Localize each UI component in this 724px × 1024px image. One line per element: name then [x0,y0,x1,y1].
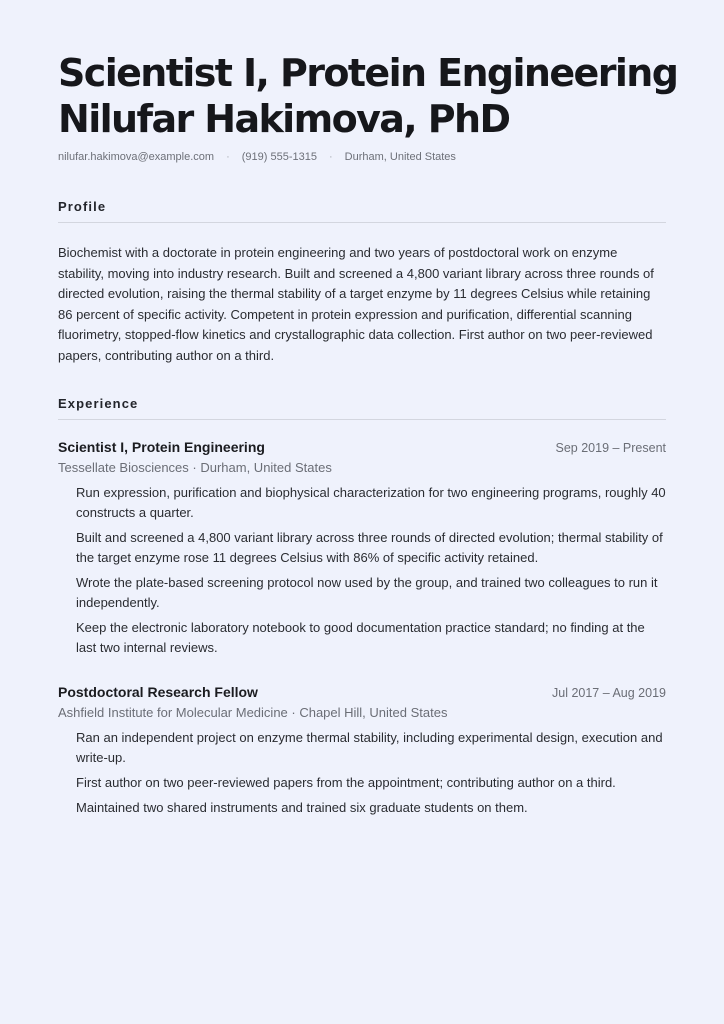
job-entry [58,684,666,818]
job-header [58,684,666,700]
experience-heading: Experience [58,396,666,420]
job-organization: Tessellate Biosciences · Durham, United States [58,460,332,475]
contact-location: Durham, United States [344,151,456,163]
contact-line [58,151,666,163]
resume-headline [58,50,678,142]
job-dates: Sep 2019 – Present [555,441,666,455]
job-bullet: First author on two peer-reviewed papers from the appointment; contributing author on a third. [76,775,616,790]
profile-section [58,199,666,366]
contact-separator: · [328,151,333,163]
profile-heading: Profile [58,199,666,223]
job-bullet: Ran an independent project on enzyme thermal stability, including experimental design, execution and write-up. [76,730,663,765]
contact-email[interactable]: nilufar.hakimova@example.com [58,151,215,163]
job-title-heading: Scientist I, Protein Engineering [58,51,678,95]
job-bullets [58,728,666,818]
job-bullets [58,483,666,658]
contact-phone[interactable]: (919) 555-1315 [241,151,317,163]
job-bullet: Maintained two shared instruments and trained six graduate students on them. [76,800,528,815]
job-bullet: Run expression, purification and biophysical characterization for two engineering programs, roughly 40 constructs a quarter. [76,485,666,520]
job-bullet: Keep the electronic laboratory notebook to good documentation practice standard; no finding at the last two internal reviews. [76,620,645,655]
candidate-name: Nilufar Hakimova, PhD [58,97,510,141]
job-bullet: Built and screened a 4,800 variant library across three rounds of directed evolution; thermal stability of the target enzyme rose 11 degrees Celsius with 86% of specific activity retained. [76,530,663,565]
job-bullet: Wrote the plate-based screening protocol now used by the group, and trained two colleagues to run it independently. [76,575,658,610]
experience-section [58,396,666,818]
job-title: Postdoctoral Research Fellow [58,684,258,700]
job-dates: Jul 2017 – Aug 2019 [552,686,666,700]
job-title: Scientist I, Protein Engineering [58,439,265,455]
contact-separator: · [226,151,230,163]
job-organization: Ashfield Institute for Molecular Medicine · Chapel Hill, United States [58,705,448,720]
profile-summary: Biochemist with a doctorate in protein engineering and two years of postdoctoral work on enzyme stability, moving into industry research. Built and screened a 4,800 variant library across three rounds of directed evolution, raising the thermal stability of a target enzyme by 11 degrees Celsius while retaining 86 percent of specific activity. Competent in protein expression and purification, differential scanning fluorimetry, stopped-flow kinetics and crystallographic data collection. First author on two peer-reviewed papers, contributing author on a third. [58,245,654,363]
job-header [58,439,666,455]
job-entry [58,439,666,658]
